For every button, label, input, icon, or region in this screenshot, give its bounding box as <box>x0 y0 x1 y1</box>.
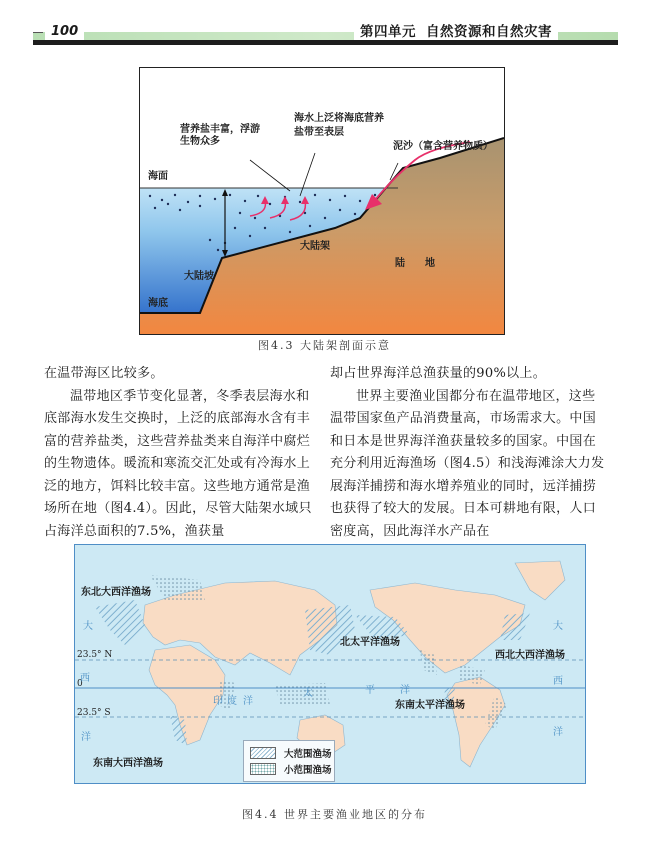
text-column-right <box>330 363 606 543</box>
shelf-diagram-graphic <box>140 68 504 334</box>
unit-title <box>354 24 558 40</box>
dot-swatch-icon <box>250 763 276 775</box>
ocean-label-char: 洋 <box>81 732 91 743</box>
paragraph: 在温带海区比较多。 <box>44 366 164 381</box>
figure-4-3-caption: 图4.3 大陆架剖面示意 <box>258 339 391 352</box>
ocean-label-char: 西 <box>80 673 90 684</box>
map-legend <box>243 740 335 782</box>
unit-name: 自然资源和自然灾害 <box>426 24 552 40</box>
label-sea-surface: 海面 <box>148 171 168 182</box>
label-n-pacific-fishery: 北太平洋渔场 <box>340 637 400 648</box>
latitude-23-5-n: 23.5° N <box>77 650 113 660</box>
label-upwelling: 海水上泛将海底营养 <box>294 113 384 124</box>
ocean-label-char: 洋 <box>553 727 563 738</box>
ocean-label-char: 大 <box>553 621 563 632</box>
text-column-left <box>44 363 316 543</box>
paragraph: 温带地区季节变化显著，冬季表层海水和底部海水发生交换时，上泛的底部海水含有丰富的营养盐类，这些营养盐类来自海洋中腐烂的生物遗体。暖流和寒流交汇处或有冷海水上泛的地方，饵料比较丰富。这些地方通常是渔场所在地（图4.4）。因此，尽管大陆架水域只占海洋总面积的7.5%，渔获量 <box>44 388 312 539</box>
label-land: 陆 地 <box>395 258 435 269</box>
legend-large-fishery <box>250 746 332 760</box>
paragraph: 却占世界海洋总渔获量的90%以上。 <box>330 366 546 381</box>
continental-shelf-diagram <box>139 67 505 335</box>
label-sediment: 泥沙（富含营养物质） <box>393 141 493 152</box>
ocean-label-char: 太 <box>303 688 313 699</box>
hatch-swatch-icon <box>250 747 276 759</box>
label-nutrients-rich: 营养盐丰富，浮游 <box>180 124 260 135</box>
label-se-pacific-fishery: 东南太平洋渔场 <box>395 700 465 711</box>
legend-large-label: 大范围渔场 <box>284 749 332 760</box>
label-upwelling-2: 盐带至表层 <box>294 127 344 138</box>
latitude-23-5-s: 23.5° S <box>77 708 111 718</box>
label-nutrients-rich-2: 生物众多 <box>180 136 220 147</box>
legend-small-label: 小范围渔场 <box>284 765 332 776</box>
page-number: 100 <box>45 24 84 40</box>
world-fisheries-map <box>74 544 586 784</box>
ocean-label-char: 大 <box>83 621 93 632</box>
label-sea-floor: 海底 <box>148 298 168 309</box>
ocean-label-char: 平 <box>365 685 375 696</box>
latitude-equator: 0 <box>77 679 83 689</box>
ocean-label-char: 洋 <box>243 696 253 707</box>
page-header <box>33 24 618 50</box>
label-continental-shelf: 大陆架 <box>300 241 330 252</box>
ocean-label-char: 洋 <box>400 685 410 696</box>
legend-small-fishery <box>250 762 332 776</box>
label-se-atlantic-fishery: 东南大西洋渔场 <box>93 758 163 769</box>
ocean-label-char: 度 <box>227 696 237 707</box>
label-continental-slope: 大陆坡 <box>184 271 214 282</box>
header-dash <box>33 32 43 33</box>
ocean-label-char: 印 <box>213 696 223 707</box>
unit-number: 第四单元 <box>360 24 416 40</box>
header-black-bar <box>33 40 618 45</box>
figure-4-4-caption: 图4.4 世界主要渔业地区的分布 <box>242 808 427 821</box>
ocean-label-char: 西 <box>553 676 563 687</box>
label-ne-atlantic-fishery: 东北大西洋渔场 <box>81 587 151 598</box>
label-nw-atlantic-fishery: 西北大西洋渔场 <box>495 650 565 661</box>
paragraph: 世界主要渔业国都分布在温带地区，这些温带国家鱼产品消费量高，市场需求大。中国和日本是世界海洋渔获量较多的国家。中国在充分利用近海渔场（图4.5）和浅海滩涂大力发展海洋捕捞和海水增养殖业的同时，远洋捕捞也获得了较大的发展。日本可耕地有限，人口密度高，因此海洋水产品在 <box>330 388 605 539</box>
